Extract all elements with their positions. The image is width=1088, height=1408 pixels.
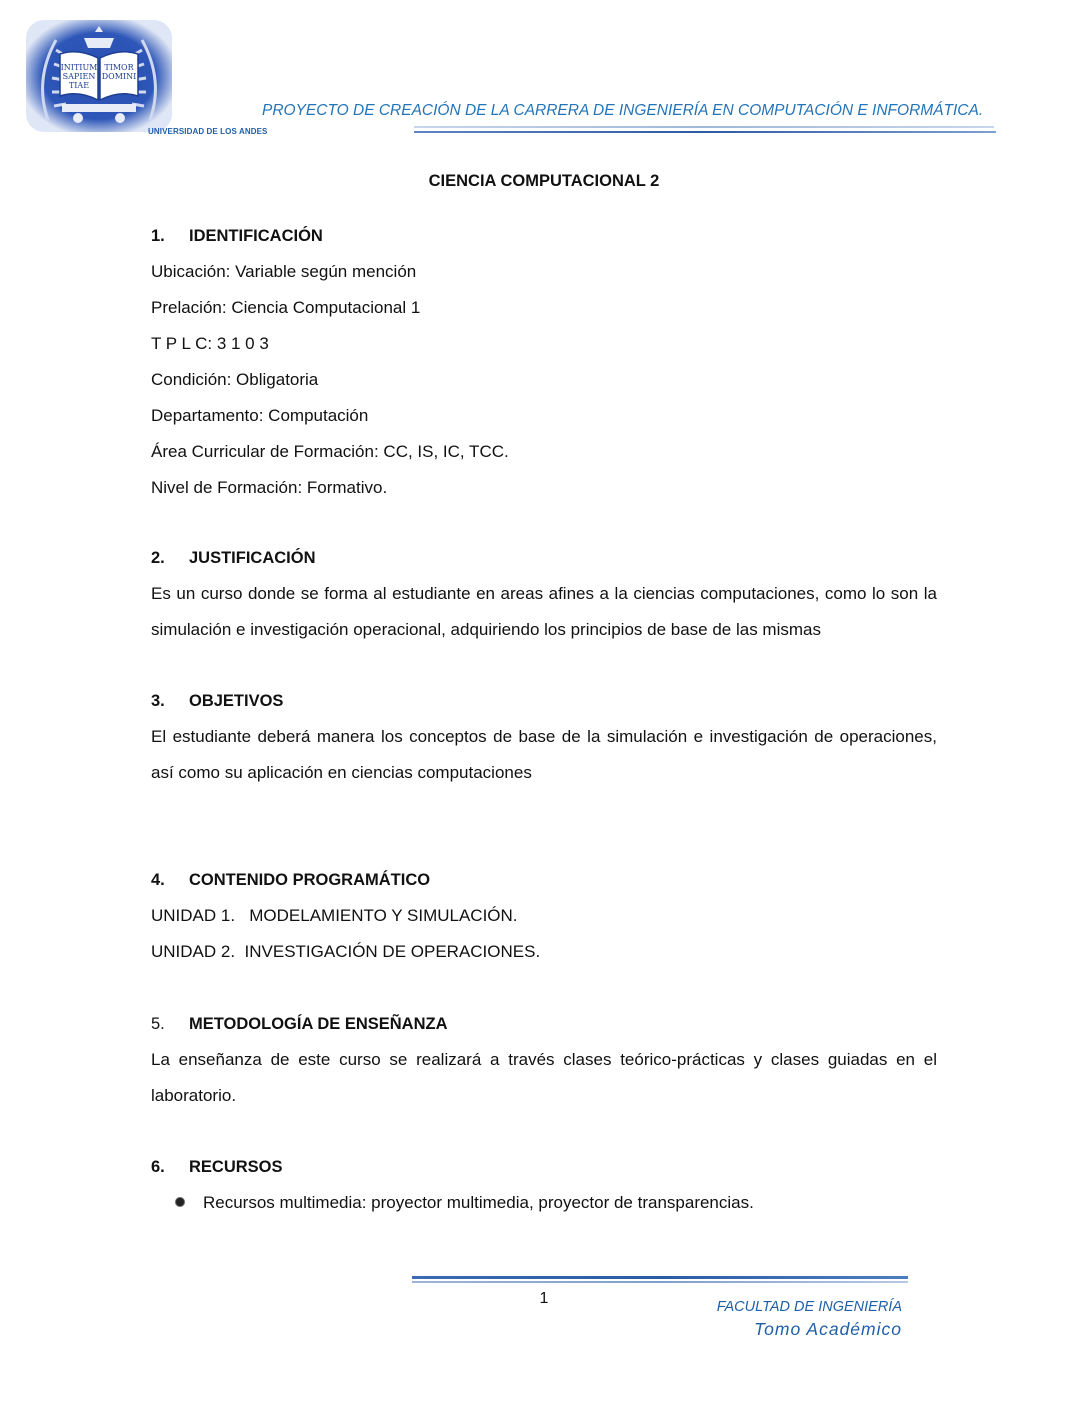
section-identificacion xyxy=(151,218,937,506)
section-number: 2. xyxy=(151,549,165,567)
university-seal-icon xyxy=(26,20,172,132)
project-title: PROYECTO DE CREACIÓN DE LA CARRERA DE INGENIERÍA EN COMPUTACIÓN E INFORMÁTICA. xyxy=(262,102,984,119)
section-metodologia xyxy=(151,1006,937,1114)
section-recursos xyxy=(151,1149,937,1221)
section-title: RECURSOS xyxy=(189,1158,283,1176)
section-title: IDENTIFICACIÓN xyxy=(189,227,323,245)
header-rule-top xyxy=(414,126,994,128)
id-departamento: Departamento: Computación xyxy=(151,406,369,425)
bullet-icon xyxy=(175,1197,185,1207)
unidad-2: UNIDAD 2. INVESTIGACIÓN DE OPERACIONES. xyxy=(151,942,541,961)
svg-text:SAPIEN: SAPIEN xyxy=(62,72,96,81)
document-title: CIENCIA COMPUTACIONAL 2 xyxy=(428,172,660,190)
id-condicion: Condición: Obligatoria xyxy=(151,370,319,389)
page-number: 1 xyxy=(539,1290,549,1307)
justificacion-text: Es un curso donde se forma al estudiante en areas afines a la ciencias computaciones, como lo son la simulación e investigación operacional, adquiriendo los principios de base de las mismas xyxy=(151,584,937,639)
university-name: UNIVERSIDAD DE LOS ANDES xyxy=(148,127,268,136)
id-nivel: Nivel de Formación: Formativo. xyxy=(151,478,388,497)
section-heading xyxy=(151,218,937,254)
section-number: 4. xyxy=(151,871,165,889)
section-heading xyxy=(151,1006,937,1042)
id-ubicacion: Ubicación: Variable según mención xyxy=(151,262,417,281)
svg-text:TIAE: TIAE xyxy=(68,81,90,90)
id-tplc: T P L C: 3 1 0 3 xyxy=(151,334,269,353)
footer-rule-top xyxy=(412,1276,908,1279)
section-number: 1. xyxy=(151,227,165,245)
section-title: CONTENIDO PROGRAMÁTICO xyxy=(189,871,431,889)
section-title: JUSTIFICACIÓN xyxy=(189,549,316,567)
section-justificacion xyxy=(151,540,937,648)
svg-text:DOMINI: DOMINI xyxy=(101,72,137,81)
section-contenido xyxy=(151,862,937,970)
objetivos-text: El estudiante deberá manera los conceptos de base de la simulación e investigación de operaciones, así como su aplicación en ciencias computaciones xyxy=(151,727,937,782)
metodologia-text: La enseñanza de este curso se realizará a través clases teórico-prácticas y clases guiadas en el laboratorio. xyxy=(151,1050,937,1105)
list-item xyxy=(151,1185,937,1221)
id-prelacion: Prelación: Ciencia Computacional 1 xyxy=(151,298,421,317)
svg-text:INITIUM: INITIUM xyxy=(60,63,98,72)
header-rule-bottom xyxy=(414,131,996,133)
section-heading xyxy=(151,862,937,898)
footer-tomo: Tomo Académico xyxy=(754,1319,902,1339)
section-objetivos xyxy=(151,683,937,791)
section-number: 6. xyxy=(151,1158,165,1176)
footer-rule-bottom xyxy=(412,1281,908,1283)
section-heading xyxy=(151,683,937,719)
svg-text:TIMOR: TIMOR xyxy=(104,63,134,72)
section-number: 5. xyxy=(151,1015,165,1033)
footer-faculty: FACULTAD DE INGENIERÍA xyxy=(716,1299,902,1315)
id-area: Área Curricular de Formación: CC, IS, IC, TCC. xyxy=(151,442,509,461)
section-heading xyxy=(151,540,937,576)
university-logo xyxy=(26,20,172,132)
section-title: OBJETIVOS xyxy=(189,692,284,710)
section-number: 3. xyxy=(151,692,165,710)
unidad-1: UNIDAD 1. MODELAMIENTO Y SIMULACIÓN. xyxy=(151,906,518,925)
section-title: METODOLOGÍA DE ENSEÑANZA xyxy=(189,1015,448,1033)
recurso-text: Recursos multimedia: proyector multimedia, proyector de transparencias. xyxy=(203,1193,754,1212)
section-heading xyxy=(151,1149,937,1185)
